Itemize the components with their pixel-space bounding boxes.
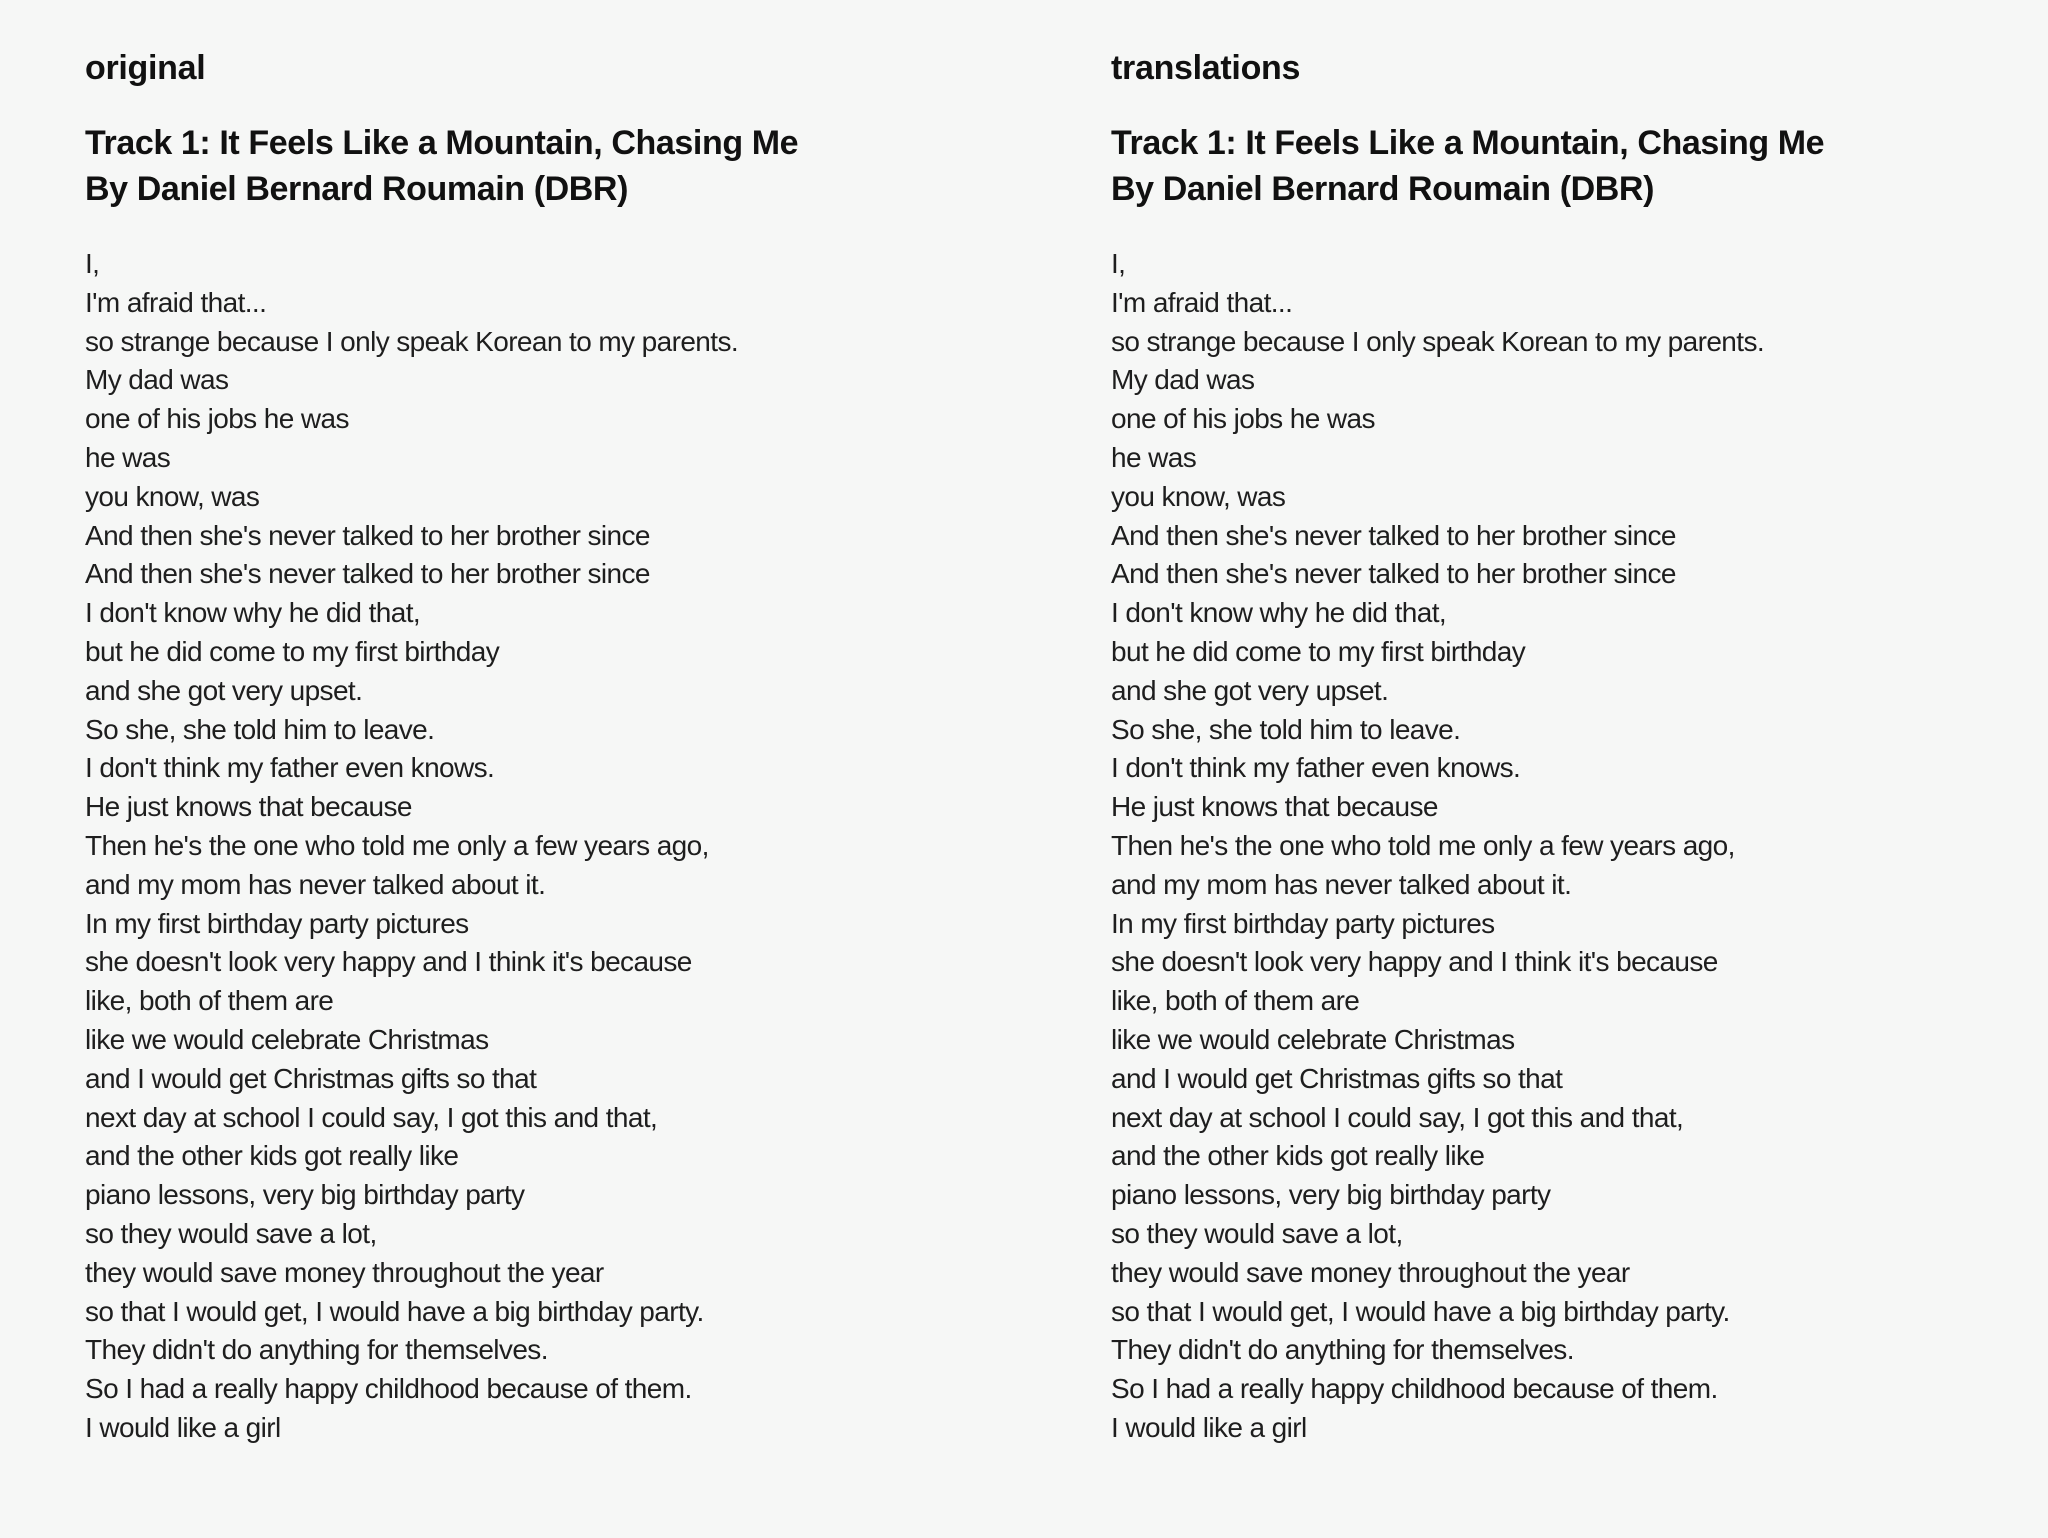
lyric-line: next day at school I could say, I got this and that,: [85, 1101, 658, 1133]
track-title-block: [85, 120, 985, 212]
lyric-line: piano lessons, very big birthday party: [85, 1179, 525, 1211]
lyric-line: and my mom has never talked about it.: [85, 868, 546, 900]
track-title-block: [1111, 120, 2011, 212]
section-heading-original: original: [85, 49, 206, 87]
track-title: Track 1: It Feels Like a Mountain, Chasing Me: [85, 124, 799, 162]
lyric-line: And then she's never talked to her brother since: [1111, 519, 1676, 551]
lyric-line: so they would save a lot,: [85, 1217, 377, 1249]
lyric-line: but he did come to my first birthday: [1111, 635, 1526, 667]
lyric-line: piano lessons, very big birthday party: [1111, 1179, 1551, 1211]
lyric-line: He just knows that because: [1111, 791, 1438, 823]
track-byline: By Daniel Bernard Roumain (DBR): [85, 170, 629, 208]
lyric-line: like we would celebrate Christmas: [85, 1023, 489, 1055]
lyric-line: but he did come to my first birthday: [85, 635, 500, 667]
lyric-line: like, both of them are: [1111, 985, 1360, 1017]
lyric-line: and she got very upset.: [1111, 674, 1389, 706]
lyric-line: he was: [1111, 441, 1197, 473]
lyric-line: they would save money throughout the year: [85, 1256, 604, 1288]
lyric-line: So she, she told him to leave.: [85, 713, 435, 745]
lyric-line: she doesn't look very happy and I think it's because: [85, 946, 692, 978]
translations-column: [1111, 46, 2011, 1448]
lyrics-list: [85, 245, 985, 1448]
lyric-line: I,: [85, 248, 100, 279]
lyric-line: so strange because I only speak Korean to my parents.: [85, 325, 739, 357]
lyric-line: I don't know why he did that,: [1111, 597, 1447, 629]
lyric-line: So I had a really happy childhood because of them.: [1111, 1373, 1718, 1405]
lyric-line: next day at school I could say, I got this and that,: [1111, 1101, 1684, 1133]
lyric-line: you know, was: [1111, 480, 1286, 512]
lyric-line: In my first birthday party pictures: [85, 907, 469, 939]
lyric-line: he was: [85, 441, 171, 473]
lyric-line: and my mom has never talked about it.: [1111, 868, 1572, 900]
lyric-line: My dad was: [1111, 364, 1255, 396]
lyrics-list: [1111, 245, 2011, 1448]
lyric-line: I don't know why he did that,: [85, 597, 421, 629]
lyric-line: I'm afraid that...: [85, 286, 267, 318]
lyric-line: so that I would get, I would have a big birthday party.: [1111, 1295, 1730, 1327]
lyric-line: I would like a girl: [85, 1411, 281, 1443]
lyric-line: they would save money throughout the year: [1111, 1256, 1630, 1288]
lyric-line: I would like a girl: [1111, 1411, 1307, 1443]
track-title: Track 1: It Feels Like a Mountain, Chasing Me: [1111, 124, 1825, 162]
lyric-line: so they would save a lot,: [1111, 1217, 1403, 1249]
lyric-line: So I had a really happy childhood because of them.: [85, 1373, 692, 1405]
lyric-line: she doesn't look very happy and I think it's because: [1111, 946, 1718, 978]
lyric-line: They didn't do anything for themselves.: [1111, 1334, 1574, 1366]
lyric-line: Then he's the one who told me only a few years ago,: [1111, 829, 1735, 861]
lyric-line: Then he's the one who told me only a few years ago,: [85, 829, 709, 861]
track-byline: By Daniel Bernard Roumain (DBR): [1111, 170, 1655, 208]
lyric-line: My dad was: [85, 364, 229, 396]
lyric-line: I don't think my father even knows.: [85, 752, 495, 784]
lyric-line: I don't think my father even knows.: [1111, 752, 1521, 784]
lyric-line: one of his jobs he was: [1111, 403, 1375, 435]
lyric-line: so strange because I only speak Korean to my parents.: [1111, 325, 1765, 357]
lyric-line: I,: [1111, 248, 1126, 279]
lyric-line: and the other kids got really like: [85, 1140, 459, 1172]
lyric-line: And then she's never talked to her brother since: [85, 519, 650, 551]
lyric-line: and she got very upset.: [85, 674, 363, 706]
section-heading-translations: translations: [1111, 49, 1301, 87]
lyric-line: so that I would get, I would have a big birthday party.: [85, 1295, 704, 1327]
lyric-line: and I would get Christmas gifts so that: [85, 1062, 537, 1094]
lyric-line: you know, was: [85, 480, 260, 512]
lyric-line: So she, she told him to leave.: [1111, 713, 1461, 745]
lyric-line: and I would get Christmas gifts so that: [1111, 1062, 1563, 1094]
lyric-line: In my first birthday party pictures: [1111, 907, 1495, 939]
lyric-line: And then she's never talked to her brother since: [1111, 558, 1676, 590]
lyric-line: He just knows that because: [85, 791, 412, 823]
lyric-line: one of his jobs he was: [85, 403, 349, 435]
lyric-line: And then she's never talked to her brother since: [85, 558, 650, 590]
lyric-line: I'm afraid that...: [1111, 286, 1293, 318]
original-column: [85, 46, 985, 1448]
lyric-line: like, both of them are: [85, 985, 334, 1017]
lyric-line: like we would celebrate Christmas: [1111, 1023, 1515, 1055]
lyric-line: They didn't do anything for themselves.: [85, 1334, 548, 1366]
lyric-line: and the other kids got really like: [1111, 1140, 1485, 1172]
